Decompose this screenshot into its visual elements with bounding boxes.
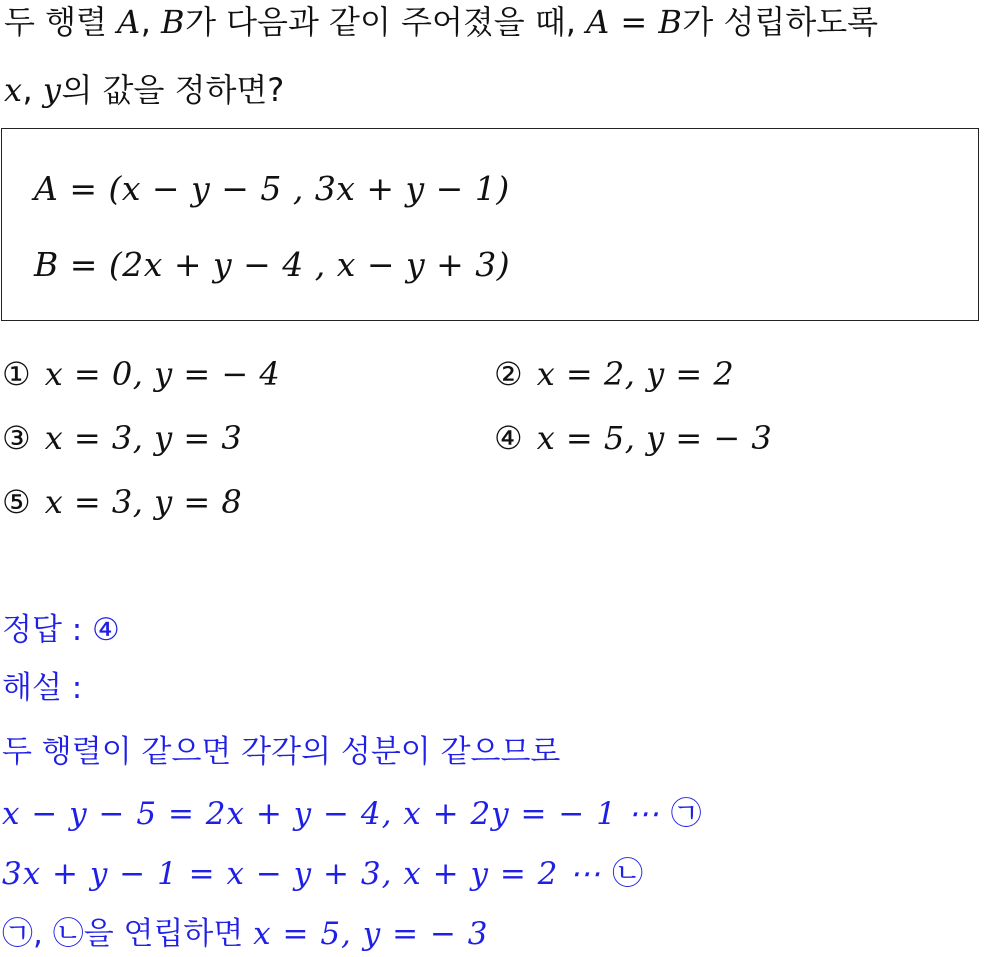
equation-marks: ㉠, ㉡ [2, 916, 84, 952]
explanation-line-2 [2, 794, 702, 834]
explanation-line-3 [2, 854, 643, 894]
matrix-a-row: A = (x − y − 5 , 3x + y − 1) [34, 169, 510, 208]
choice-number: ④ [494, 419, 523, 457]
separator: , [22, 71, 43, 109]
answer-line [2, 610, 120, 650]
explanation-line-4 [2, 914, 489, 954]
equation-2: 3x + y − 1 = x − y + 3, x + y = 2 ⋯ [2, 856, 613, 892]
variable-x: x [4, 71, 23, 109]
choice-text: x = 3, y = 3 [44, 419, 243, 457]
explanation-text: 을 연립하면 [83, 916, 254, 952]
choice-number: ① [2, 355, 31, 393]
choice-3[interactable] [2, 418, 242, 458]
separator: , [140, 3, 162, 41]
choice-4[interactable] [494, 418, 772, 458]
question-line-2 [4, 70, 284, 110]
variable-y: y [42, 71, 62, 109]
choice-text: x = 5, y = − 3 [536, 419, 773, 457]
explanation-label: 해설 : [2, 670, 83, 706]
answer-value: ④ [92, 612, 120, 648]
choice-number: ⑤ [2, 483, 31, 521]
choice-text: x = 3, y = 8 [44, 483, 243, 521]
matrix-definition-box [1, 128, 979, 321]
matrix-b-symbol: B [161, 3, 186, 41]
equation-1: x − y − 5 = 2x + y − 4, x + 2y = − 1 ⋯ [2, 796, 671, 832]
choice-number: ② [494, 355, 523, 393]
choice-text: x = 0, y = − 4 [44, 355, 281, 393]
question-text: 의 값을 정하면? [61, 71, 285, 109]
choice-2[interactable] [494, 354, 734, 394]
matrix-b-row: B = (2x + y − 4 , x − y + 3) [34, 245, 511, 284]
choice-number: ③ [2, 419, 31, 457]
question-text: 가 성립하도록 [682, 3, 879, 41]
equation-mark-2: ㉡ [612, 856, 644, 892]
final-result: x = 5, y = − 3 [253, 916, 489, 952]
matrix-a-symbol: A [117, 3, 141, 41]
choice-1[interactable] [2, 354, 280, 394]
question-line-1 [4, 2, 878, 42]
question-text: 가 다음과 같이 주어졌을 때, [185, 3, 587, 41]
choice-5[interactable] [2, 482, 242, 522]
answer-label: 정답 : [2, 612, 93, 648]
equation-mark-1: ㉠ [670, 796, 702, 832]
question-text: 두 행렬 [4, 3, 118, 41]
choice-text: x = 2, y = 2 [536, 355, 735, 393]
condition-math: A = B [586, 3, 683, 41]
explanation-line-1: 두 행렬이 같으면 각각의 성분이 같으므로 [2, 734, 561, 770]
